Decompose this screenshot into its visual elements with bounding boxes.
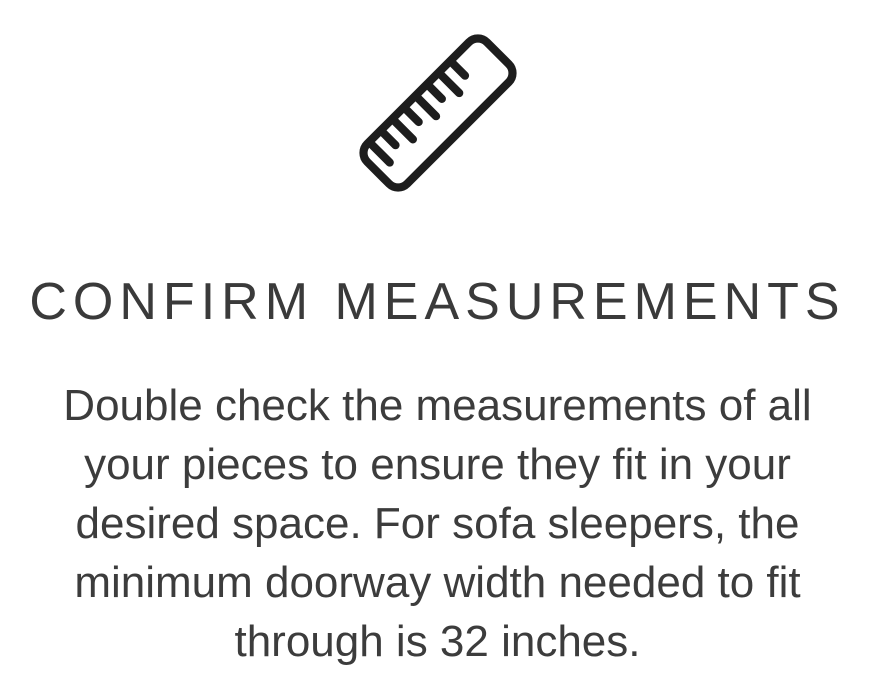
body-paragraph — [63, 376, 811, 671]
body-line: your pieces to ensure they fit in your — [84, 440, 791, 489]
ruler-tick-long — [369, 143, 389, 163]
body-line: Double check the measurements of all — [63, 381, 812, 430]
body-line: through is 32 inches. — [234, 617, 641, 666]
ruler-tick-long — [392, 119, 412, 139]
ruler-icon-svg — [347, 22, 529, 204]
ruler-tick-long — [416, 96, 436, 116]
ruler-tick-short — [404, 108, 418, 122]
ruler-tick-short — [427, 85, 441, 99]
ruler-icon — [347, 22, 529, 204]
section-heading: CONFIRM MEASUREMENTS — [29, 273, 846, 331]
ruler-tick-long — [439, 73, 459, 93]
body-line: minimum doorway width needed to fit — [74, 558, 801, 607]
ruler-tick-short — [450, 62, 464, 76]
body-line: desired space. For sofa sleepers, the — [75, 499, 800, 548]
ruler-tick-short — [381, 131, 395, 145]
ruler-outline — [358, 33, 518, 193]
